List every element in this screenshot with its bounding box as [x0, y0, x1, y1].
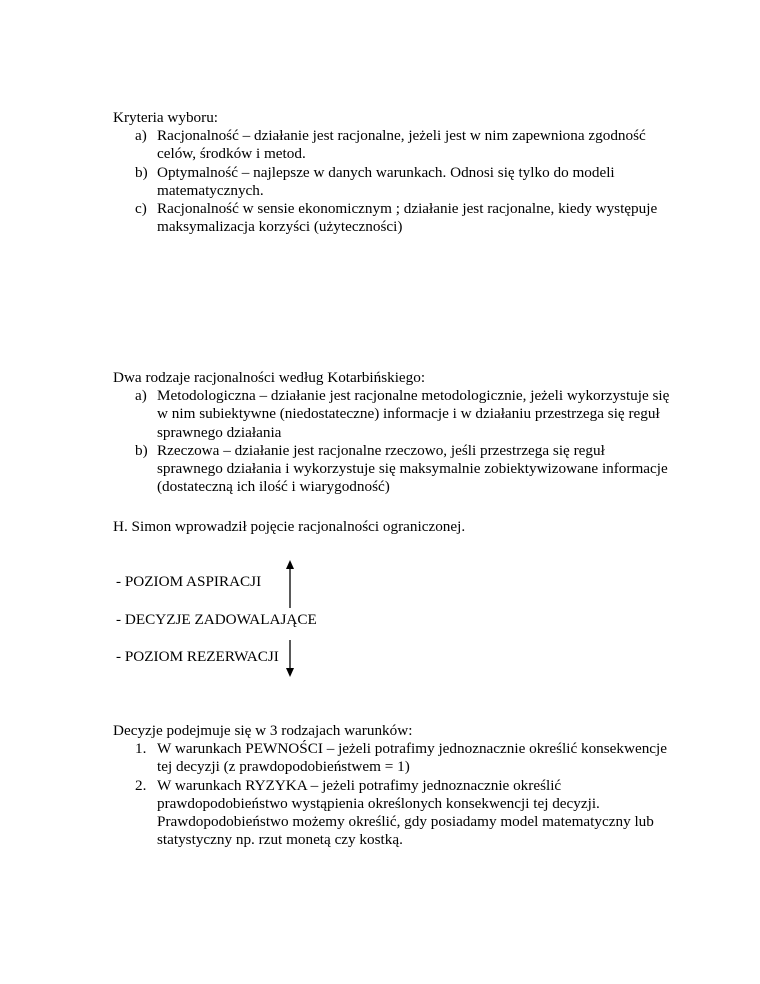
simon-paragraph — [113, 518, 673, 536]
list-marker: a) — [135, 127, 147, 145]
list-item-text: Metodologiczna – działanie jest racjonalne metodologicznie, jeżeli wykorzystuje się w nim subiektywne (niedostateczne) informacje i w działaniu przestrzega się reguł sprawnego działania — [157, 387, 670, 441]
criteria-heading: Kryteria wyboru: — [113, 109, 219, 126]
list-item — [113, 387, 673, 442]
list-item — [113, 127, 673, 163]
simon-text: H. Simon wprowadził pojęcie racjonalności ograniczonej. — [113, 518, 466, 535]
kotarbinski-section — [113, 369, 673, 496]
list-item — [113, 442, 673, 497]
criteria-section — [113, 109, 673, 236]
list-marker: b) — [135, 163, 148, 181]
list-marker: a) — [135, 387, 147, 405]
diagram-label-reservation: - POZIOM REZERWACJI — [116, 648, 279, 665]
decisions-heading: Decyzje podejmuje się w 3 rodzajach warunków: — [113, 722, 413, 739]
list-item-text: W warunkach PEWNOŚCI – jeżeli potrafimy jednoznacznie określić konsekwencje tej decyzji (z prawdopodobieństwem = 1) — [157, 740, 668, 776]
diagram-label-satisfactory: - DECYZJE ZADOWALAJĄCE — [116, 611, 317, 628]
list-item-text: W warunkach RYZYKA – jeżeli potrafimy jednoznacznie określić prawdopodobieństwo wystąpienia określonych konsekwencji tej decyzji. Prawdopodobieństwo możemy określić, gdy posiadamy model matematyczny lub statystyczny np. rzut monetą czy kostką. — [157, 776, 654, 849]
list-marker: c) — [135, 200, 147, 218]
criteria-list — [113, 127, 673, 236]
list-marker: 1. — [135, 740, 147, 758]
list-item — [113, 777, 673, 850]
kotarbinski-list — [113, 387, 673, 496]
decisions-list — [113, 740, 673, 849]
list-marker: 2. — [135, 776, 147, 794]
list-item-text: Optymalność – najlepsze w danych warunkach. Odnosi się tylko do modeli matematycznych. — [157, 163, 615, 199]
kotarbinski-heading: Dwa rodzaje racjonalności według Kotarbińskiego: — [113, 369, 426, 386]
list-item — [113, 740, 673, 776]
decisions-section — [113, 722, 673, 849]
list-marker: b) — [135, 441, 148, 459]
list-item — [113, 164, 673, 200]
list-item-text: Racjonalność – działanie jest racjonalne, jeżeli jest w nim zapewniona zgodność celów, środków i metod. — [157, 127, 646, 163]
list-item-text: Rzeczowa – działanie jest racjonalne rzeczowo, jeśli przestrzega się reguł sprawnego działania i wykorzystuje się maksymalnie zobiektywizowane informacje (dostateczną ich ilość i wiarygodność) — [157, 441, 668, 496]
list-item — [113, 200, 673, 236]
diagram-label-aspiration: - POZIOM ASPIRACJI — [116, 573, 262, 590]
list-item-text: Racjonalność w sensie ekonomicznym ; działanie jest racjonalne, kiedy występuje maksymalizacja korzyści (użyteczności) — [157, 200, 658, 236]
down-arrow-icon — [284, 640, 296, 680]
